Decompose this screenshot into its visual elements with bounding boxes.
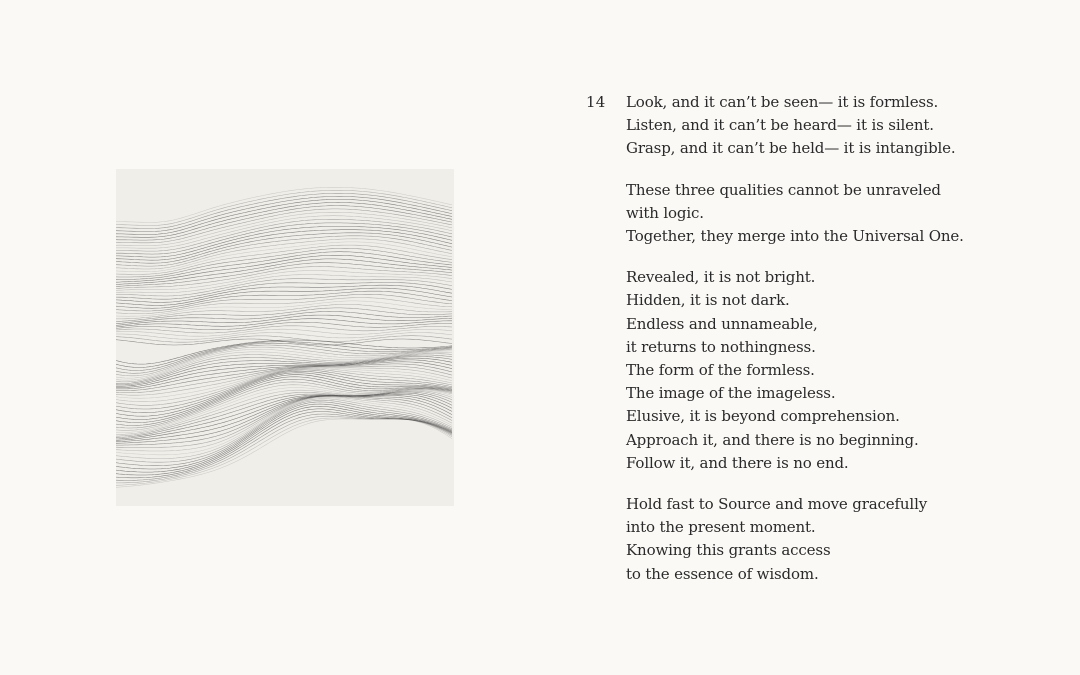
wave-line xyxy=(116,230,452,261)
poem-line: Hold fast to Source and move gracefully xyxy=(626,495,928,514)
poem-line: Listen, and it can’t be heard— it is silent. xyxy=(626,116,934,135)
wave-line xyxy=(116,412,452,478)
wave-line-art xyxy=(116,169,454,506)
stanza xyxy=(626,91,1046,161)
wave-line xyxy=(116,248,452,277)
poem-line: Grasp, and it can’t be held— it is intangible. xyxy=(626,139,956,158)
poem-line: The form of the formless. xyxy=(626,361,815,380)
wave-line xyxy=(116,219,452,251)
wave-line xyxy=(116,294,452,311)
poem-line: Together, they merge into the Universal One. xyxy=(626,227,964,246)
poem-line: The image of the imageless. xyxy=(626,384,836,403)
wave-line xyxy=(116,329,452,336)
stanza xyxy=(626,179,1046,249)
wave-line xyxy=(116,239,452,269)
poem-line: it returns to nothingness. xyxy=(626,337,816,356)
stanza xyxy=(626,493,1046,586)
wave-line xyxy=(116,242,452,272)
poem-line: into the present moment. xyxy=(626,518,816,537)
poem-line: Approach it, and there is no beginning. xyxy=(626,430,919,449)
poem-line: These three qualities cannot be unraveled xyxy=(626,180,941,199)
poem-line: Revealed, it is not bright. xyxy=(626,268,816,287)
wave-line xyxy=(116,209,452,243)
poem-line: to the essence of wisdom. xyxy=(626,564,819,583)
wave-line-illustration xyxy=(116,169,454,506)
poem-line: Follow it, and there is no end. xyxy=(626,453,849,472)
poem-line: Look, and it can’t be seen— it is formless. xyxy=(626,93,939,111)
wave-line xyxy=(116,416,452,483)
wave-line xyxy=(116,285,452,302)
wave-line xyxy=(116,271,452,291)
stanza xyxy=(626,266,1046,475)
poem-line: Endless and unnameable, xyxy=(626,314,818,333)
wave-line xyxy=(116,398,452,455)
poem-line: Elusive, it is beyond comprehension. xyxy=(626,407,900,426)
wave-line xyxy=(116,375,452,420)
poem-text xyxy=(626,91,1046,604)
poem-line: Knowing this grants access xyxy=(626,541,831,560)
chapter-number: 14 xyxy=(586,93,606,111)
poem-line: Hidden, it is not dark. xyxy=(626,291,790,310)
poem-line: with logic. xyxy=(626,203,704,222)
